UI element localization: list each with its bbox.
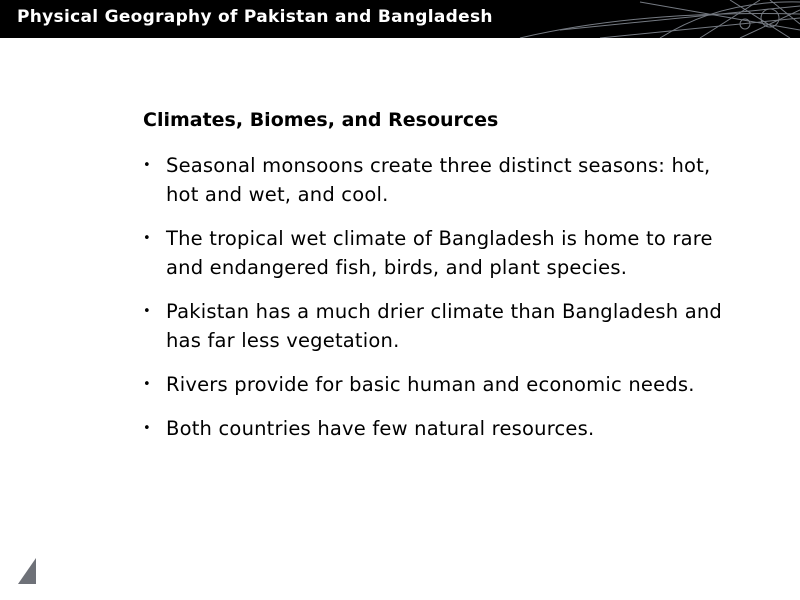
bullet-marker: • [143,231,151,246]
bullet-item [143,370,723,399]
header-bar [0,0,800,38]
bullet-list [143,151,723,443]
bullet-item [143,414,723,443]
bullet-text: Rivers provide for basic human and economic needs. [166,373,695,396]
bullet-text: The tropical wet climate of Bangladesh is home to rare and endangered fish, birds, and plant species. [166,227,713,279]
bullet-item [143,151,723,209]
main-content [143,108,723,458]
bullet-text: Pakistan has a much drier climate than Bangladesh and has far less vegetation. [166,300,722,352]
bullet-text: Both countries have few natural resources. [166,417,595,440]
bullet-text: Seasonal monsoons create three distinct seasons: hot, hot and wet, and cool. [166,154,711,206]
bullet-item [143,297,723,355]
slide-title: Physical Geography of Pakistan and Bangladesh [17,7,493,27]
bullet-marker: • [143,158,151,173]
bullet-item [143,224,723,282]
back-button[interactable] [16,557,38,585]
section-heading: Climates, Biomes, and Resources [143,109,499,131]
bullet-marker: • [143,304,151,319]
bullet-marker: • [143,377,151,392]
triangle-left-icon [16,557,38,585]
bullet-marker: • [143,421,151,436]
